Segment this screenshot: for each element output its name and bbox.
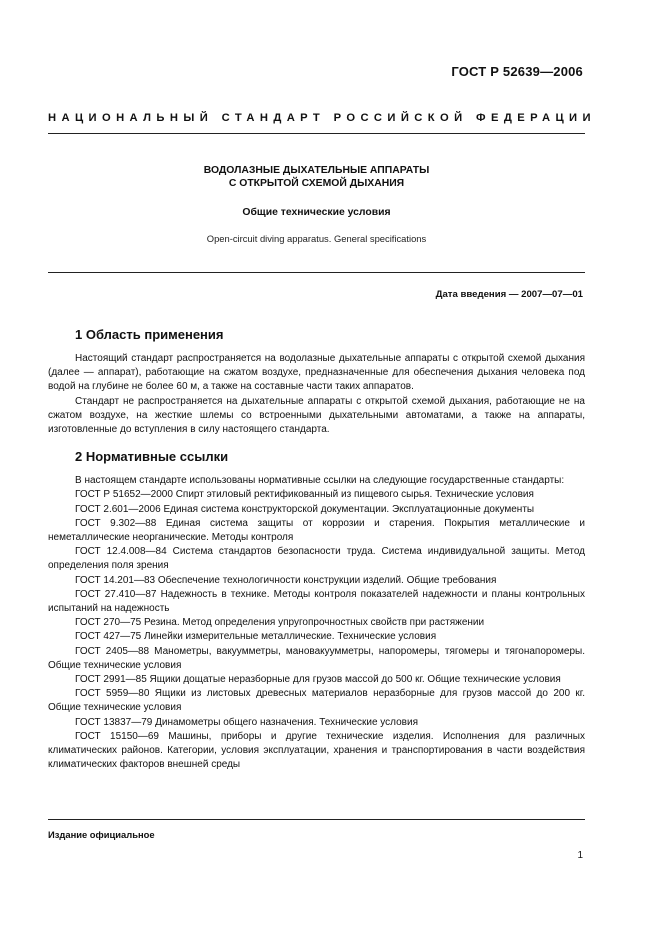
edition-note: Издание официальное [48,829,155,840]
introduction-date: Дата введения — 2007—07—01 [435,289,583,300]
top-divider [48,133,585,134]
title-english: Open-circuit diving apparatus. General specifications [206,233,427,244]
reference-item: ГОСТ 427—75 Линейки измерительные металлические. Технические условия [75,631,437,643]
section-2-intro: В настоящем стандарте использованы нормативные ссылки на следующие государственные стандарты: [75,475,565,487]
title-line-1: ВОДОЛАЗНЫЕ ДЫХАТЕЛЬНЫЕ АППАРАТЫ [203,165,430,176]
reference-item: ГОСТ 13837—79 Динамометры общего назначения. Технические условия [75,716,418,728]
section-1-paragraph: Стандарт не распространяется на дыхательные аппараты с открытой схемой дыхания, работающие не на сжатом воздухе, на жесткие шлемы со встроенными дыхательными автоматами, а также на аппараты, изготовленные до вступления в силу настоящего стандарта. [48,395,585,436]
middle-divider [48,272,585,273]
reference-item: ГОСТ 27.410—87 Надежность в технике. Методы контроля показателей надежности и планы контрольных испытаний на надежность [48,588,585,615]
reference-item: ГОСТ 2991—85 Ящики дощатые неразборные для грузов массой до 500 кг. Общие технические условия [75,674,561,686]
document-body [48,326,585,772]
document-code: ГОСТ Р 52639—2006 [451,64,583,79]
title-block [48,164,585,244]
footer-divider [48,819,585,820]
reference-item: ГОСТ 12.4.008—84 Система стандартов безопасности труда. Система индивидуальной защиты. Метод определения поля зрения [48,546,585,572]
reference-item: ГОСТ Р 51652—2000 Спирт этиловый ректификованный из пищевого сырья. Технические условия [75,489,534,501]
standard-banner: НАЦИОНАЛЬНЫЙ СТАНДАРТ РОССИЙСКОЙ ФЕДЕРАЦИИ [48,112,596,124]
reference-item: ГОСТ 15150—69 Машины, приборы и другие технические изделия. Исполнения для различных климатических районов. Категории, условия эксплуатации, хранения и транспортирования в части воздействия климатических факторов внешней среды [48,730,585,771]
reference-item: ГОСТ 9.302—88 Единая система защиты от коррозии и старения. Покрытия металлические и неметаллические неорганические. Методы контроля [48,517,585,544]
section-1-heading: 1 Область применения [75,327,224,342]
title-line-2: С ОТКРЫТОЙ СХЕМОЙ ДЫХАНИЯ [228,178,405,189]
reference-item: ГОСТ 270—75 Резина. Метод определения упругопрочностных свойств при растяжении [75,617,485,629]
title-subtitle: Общие технические условия [242,207,391,218]
section-1-paragraph: Настоящий стандарт распространяется на водолазные дыхательные аппараты с открытой схемой дыхания (далее — аппарат), работающие на сжатом воздухе, предназначенные для обеспечения дыхания человека под водой на глубине не более 60 м, а также на составные части таких аппаратов. [48,353,585,393]
section-2-heading: 2 Нормативные ссылки [75,449,229,465]
reference-item: ГОСТ 2.601—2006 Единая система конструкторской документации. Эксплуатационные документы [75,503,535,515]
page-number: 1 [577,850,583,861]
reference-item: ГОСТ 2405—88 Манометры, вакуумметры, мановакуумметры, напоромеры, тягомеры и тягонапоромеры. Общие технические условия [48,645,585,671]
reference-item: ГОСТ 14.201—83 Обеспечение технологичности конструкции изделий. Общие требования [75,574,497,586]
reference-item: ГОСТ 5959—80 Ящики из листовых древесных материалов неразборные для грузов массой до 200 кг. Общие технические условия [48,688,585,714]
